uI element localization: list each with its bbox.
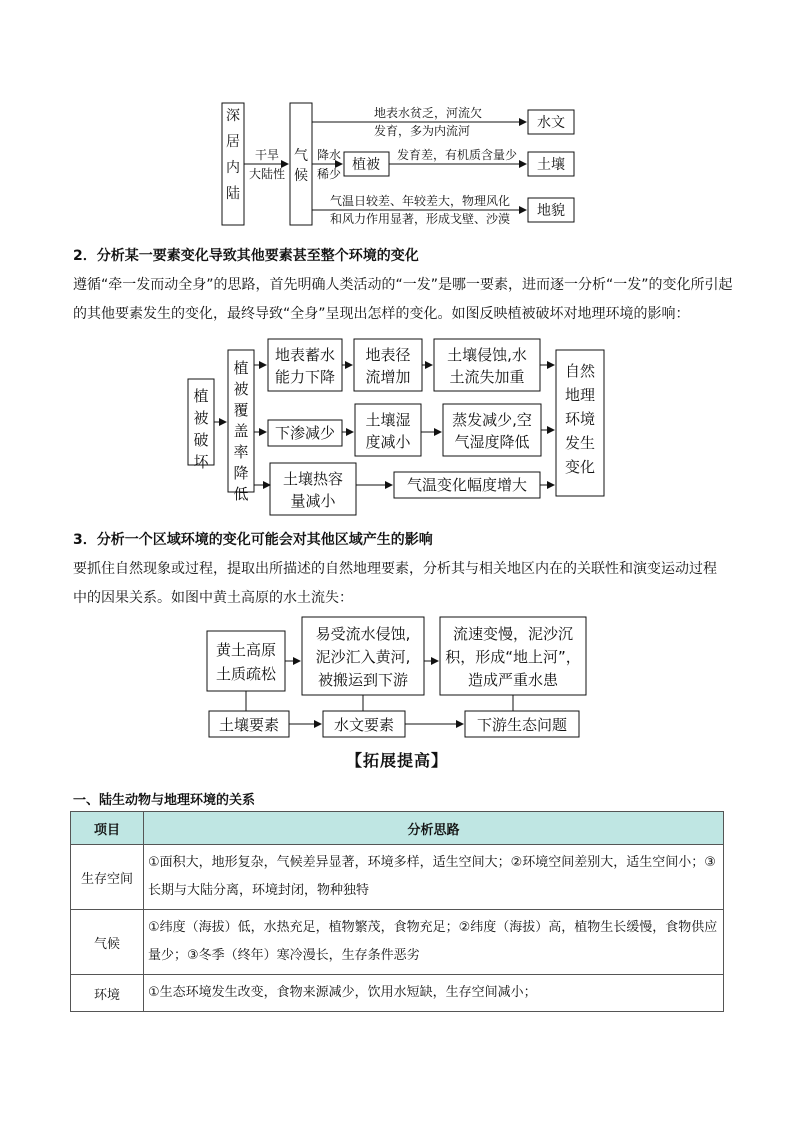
soil-label: 土壤 — [537, 157, 565, 173]
soil-element-label: 土壤要素 — [218, 716, 280, 734]
loess-line1: 黄土高原 — [215, 641, 277, 659]
start-char-2: 被 — [193, 409, 209, 427]
start-char-4: 坏 — [193, 453, 209, 471]
cover-char-1: 植 — [233, 359, 249, 377]
flood-line3: 造成严重水患 — [467, 671, 559, 689]
row-desc: ①面积大，地形复杂，气候差异显著，环境多样，适生空间大；②环境空间差别大，适生空间小；③长期与大陆分离，环境封闭，物种独特 — [144, 845, 724, 910]
header-item: 项目 — [71, 812, 144, 845]
table-row — [71, 975, 724, 1012]
soil-line: 发育差，有机质含量少 — [396, 148, 518, 162]
hydrology-label: 水文 — [537, 115, 565, 131]
section3-line2: 中的因果关系。如图中黄土高原的水土流失： — [73, 590, 353, 606]
veg-bottom-label: 稀少 — [316, 167, 342, 181]
table-row — [71, 910, 724, 975]
section3-line1: 要抓住自然现象或过程，提取出所描述的自然地理要素，分析其与相关地区内在的关联性和演变运动过程 — [73, 561, 717, 577]
inland-char-2: 居 — [226, 134, 240, 150]
landform-label: 地貌 — [537, 203, 565, 219]
row-desc: ①生态环境发生改变，食物来源减少，饮用水短缺，生存空间减小； — [144, 975, 724, 1012]
inland-char-3: 内 — [226, 160, 240, 176]
r1c-line1: 土壤侵蚀,水 — [447, 346, 527, 364]
result-line-2: 地理 — [564, 386, 596, 404]
r2b-line1: 土壤湿 — [365, 411, 411, 429]
climate-char-2: 候 — [294, 168, 308, 184]
header-analysis: 分析思路 — [144, 812, 724, 845]
row-item: 生存空间 — [71, 845, 144, 910]
arrow1-top-label: 干旱 — [254, 148, 280, 162]
start-char-3: 破 — [193, 431, 209, 449]
cover-char-4: 盖 — [233, 422, 249, 440]
section3-heading: 3．分析一个区域环境的变化可能会对其他区域产生的影响 — [73, 532, 433, 548]
r1a-line2: 能力下降 — [274, 368, 336, 386]
r1c-line2: 土流失加重 — [449, 368, 525, 386]
section4-heading: 一、陆生动物与地理环境的关系 — [73, 793, 256, 808]
section3-paragraph — [73, 555, 733, 613]
arrow1-bottom-label: 大陆性 — [248, 167, 286, 181]
table-row — [71, 845, 724, 910]
r3a-line2: 量减小 — [290, 492, 336, 510]
result-line-4: 发生 — [564, 434, 596, 452]
cover-char-6: 降 — [233, 464, 249, 482]
inland-char-1: 深 — [226, 108, 240, 124]
climate-char-1: 气 — [294, 148, 308, 164]
section2-heading: 2．分析某一要素变化导致其他要素甚至整个环境的变化 — [73, 248, 419, 264]
r3b-label: 气温变化幅度增大 — [406, 476, 528, 494]
section2-line1: 遵循“牵一发而动全身”的思路，首先明确人类活动的“一发”是哪一要素，进而逐一分析“一发”的变化所引起 — [73, 277, 733, 293]
row-item: 环境 — [71, 975, 144, 1012]
row-desc: ①纬度（海拔）低，水热充足，植物繁茂，食物充足；②纬度（海拔）高，植物生长缓慢，食物供应量少；③冬季（终年）寒冷漫长，生存条件恶劣 — [144, 910, 724, 975]
inland-char-4: 陆 — [226, 186, 240, 202]
box-climate — [290, 103, 312, 225]
r1b-line2: 流增加 — [365, 368, 411, 386]
erosion-line3: 被搬运到下游 — [317, 671, 409, 689]
row-item: 气候 — [71, 910, 144, 975]
flood-line1: 流速变慢，泥沙沉 — [452, 625, 574, 643]
r1a-line1: 地表蓄水 — [274, 346, 336, 364]
start-char-1: 植 — [193, 387, 209, 405]
r2c-line1: 蒸发减少,空 — [452, 411, 532, 429]
analysis-table — [70, 811, 724, 1012]
result-line-1: 自然 — [564, 362, 596, 380]
hydro-line-1: 地表水贫乏，河流欠 — [373, 106, 483, 120]
erosion-line1: 易受流水侵蚀, — [315, 625, 411, 643]
veg-top-label: 降水 — [316, 148, 342, 162]
result-line-5: 变化 — [564, 458, 596, 476]
flood-line2: 积，形成“地上河”， — [445, 648, 581, 666]
section2-paragraph — [73, 271, 733, 329]
r2c-line2: 气湿度降低 — [454, 433, 530, 451]
downstream-label: 下游生态问题 — [476, 716, 568, 734]
loess-line2: 土质疏松 — [215, 665, 277, 683]
cover-char-5: 率 — [233, 443, 249, 461]
cover-char-3: 覆 — [233, 401, 249, 419]
r1b-line1: 地表径 — [365, 346, 411, 364]
vegetation-label: 植被 — [352, 157, 380, 173]
cover-char-2: 被 — [233, 380, 249, 398]
result-line-3: 环境 — [564, 410, 596, 428]
r2a-label: 下渗减少 — [274, 424, 336, 442]
land-line-2: 和风力作用显著，形成戈壁、沙漠 — [329, 212, 511, 226]
r3a-line1: 土壤热容 — [282, 470, 344, 488]
table-header-row — [71, 812, 724, 845]
erosion-line2: 泥沙汇入黄河, — [315, 648, 411, 666]
expansion-title: 【拓展提高】 — [345, 751, 448, 770]
r2b-line2: 度减小 — [365, 433, 411, 451]
section2-line2: 的其他要素发生的变化，最终导致“全身”呈现出怎样的变化。如图反映植被破坏对地理环境的影响： — [73, 306, 690, 322]
hydro-element-label: 水文要素 — [333, 716, 395, 734]
cover-char-7: 低 — [233, 485, 249, 503]
land-line-1: 气温日较差、年较差大，物理风化 — [329, 194, 511, 208]
hydro-line-2: 发育，多为内流河 — [373, 124, 471, 138]
